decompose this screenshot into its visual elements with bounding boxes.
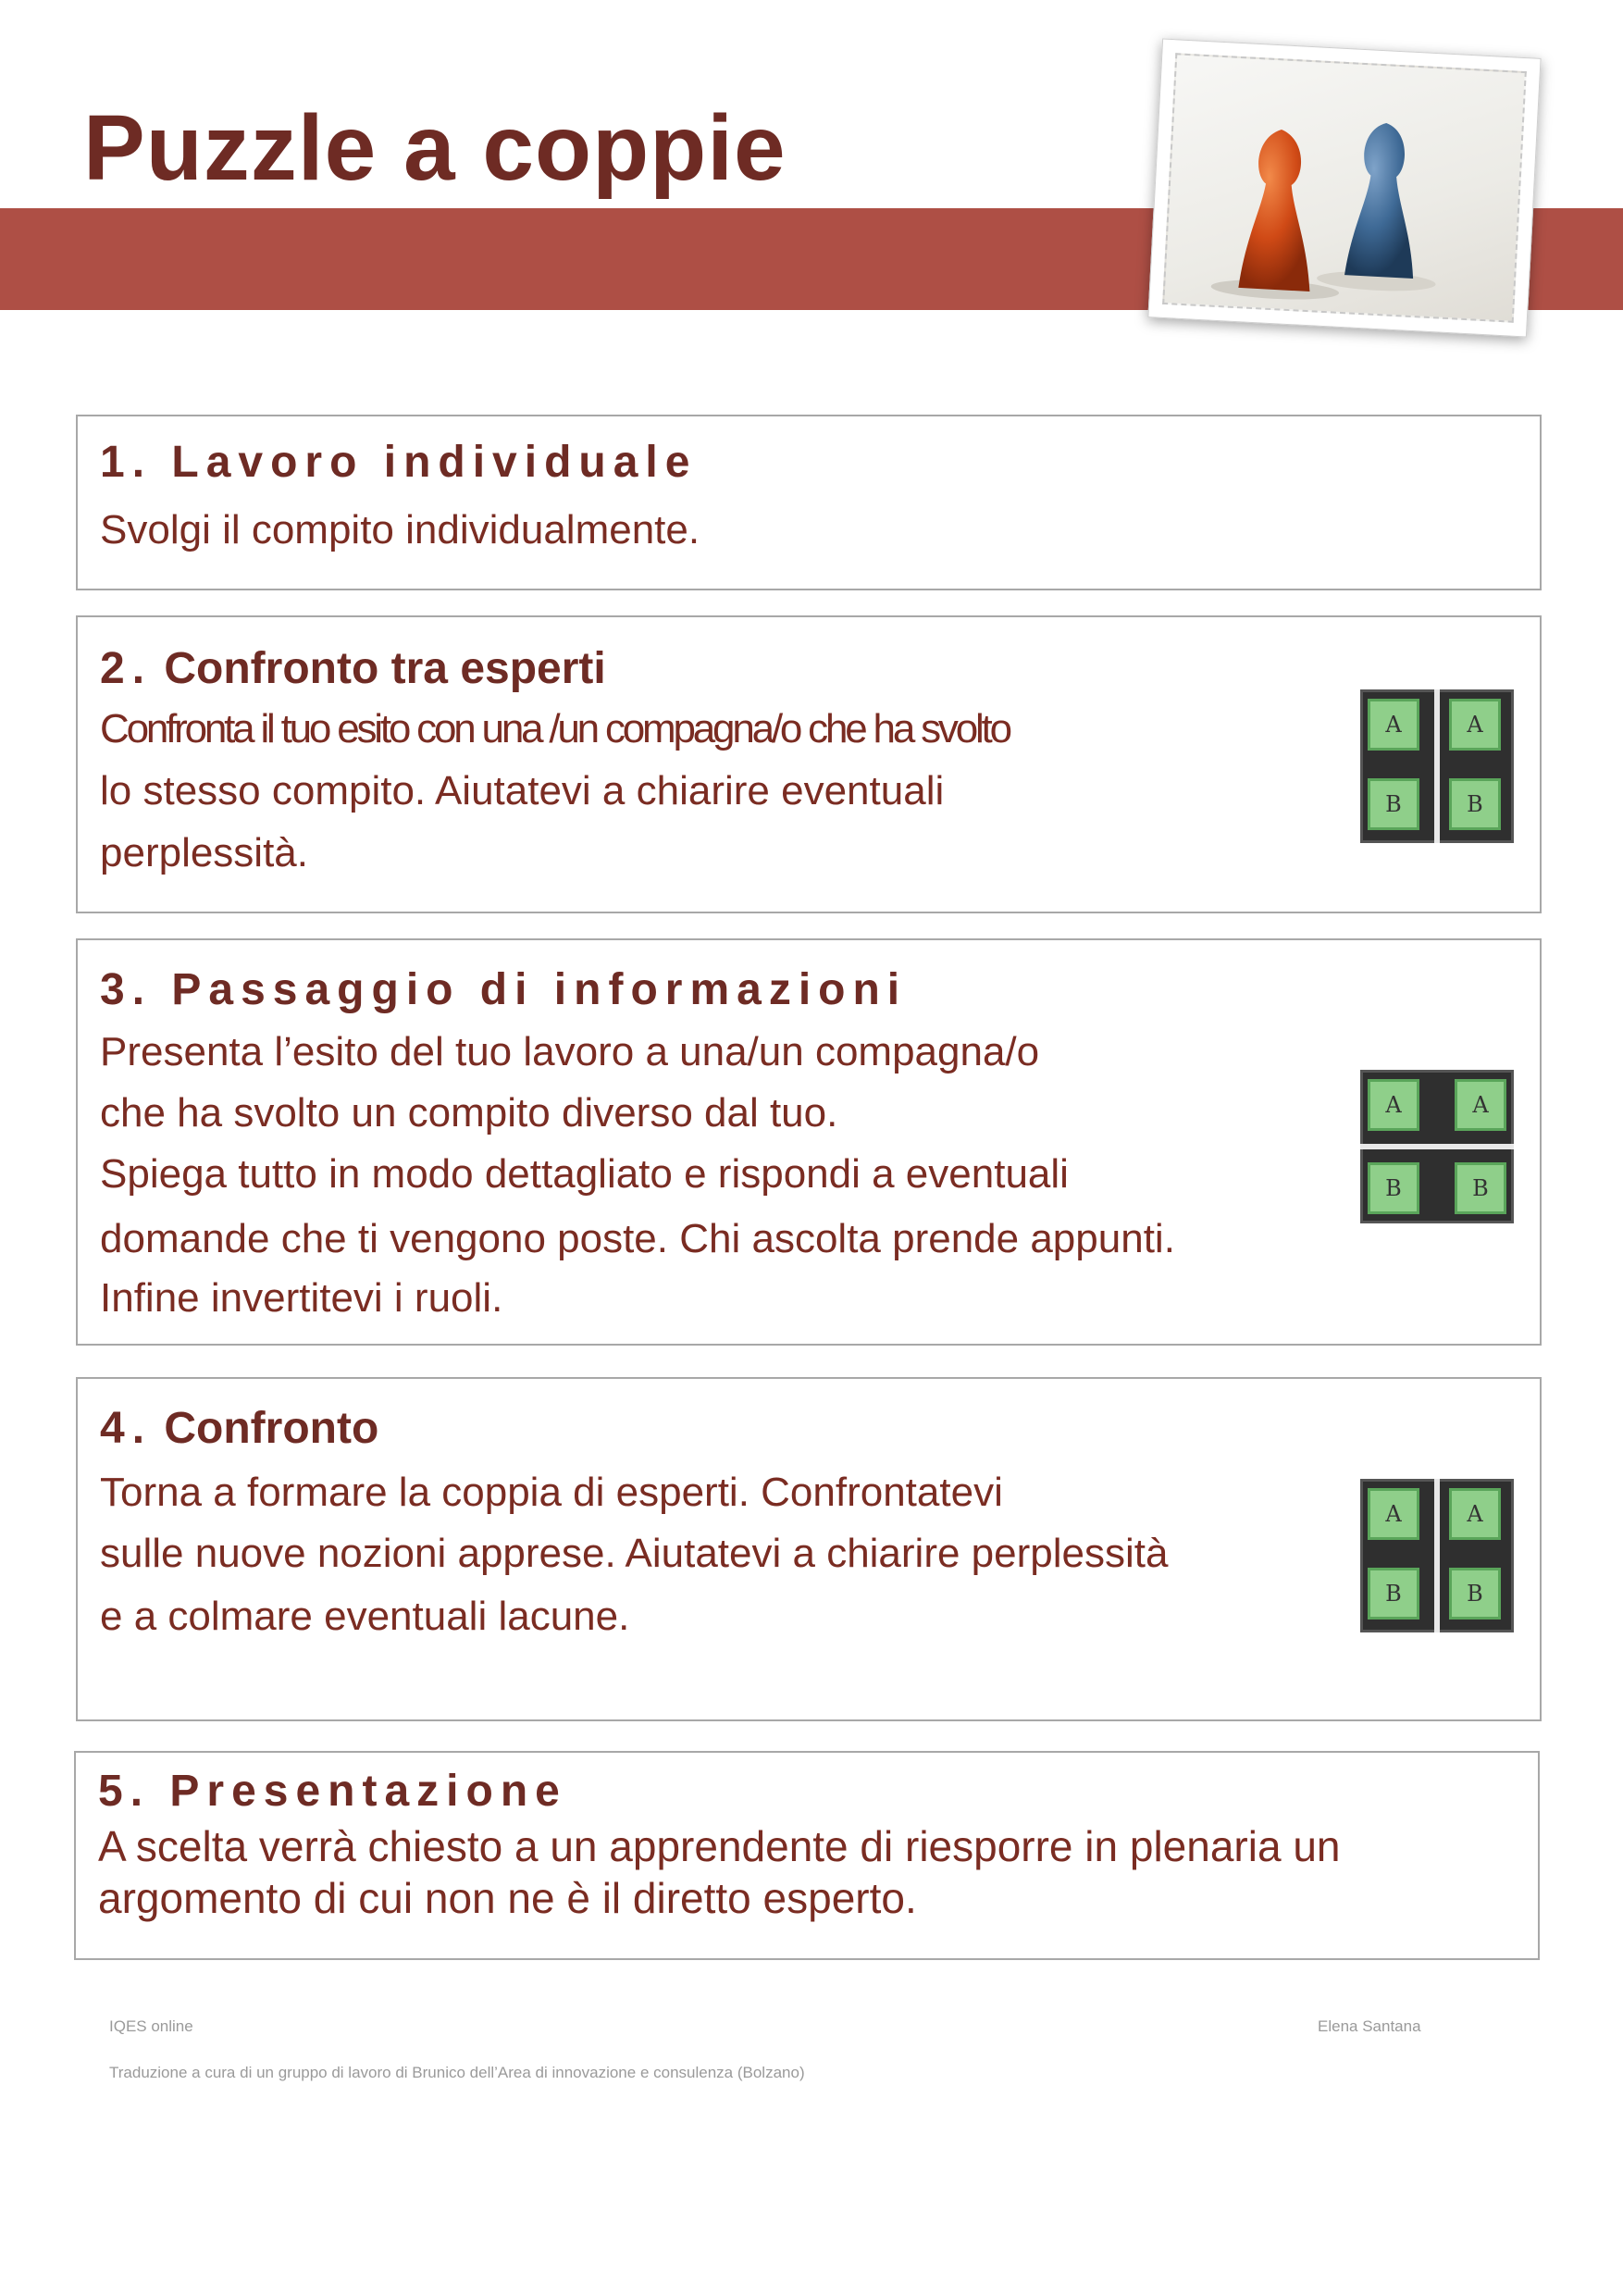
step-2-line: perplessità. — [100, 830, 309, 875]
pairs-grid-icon — [1360, 689, 1514, 843]
cell-b: B — [1449, 1568, 1501, 1620]
step-3-number: 3. — [100, 965, 153, 1014]
cell-a: A — [1455, 1079, 1506, 1131]
header-photo — [1147, 38, 1541, 337]
step-1-box — [76, 415, 1542, 590]
step-1-number: 1. — [100, 438, 153, 487]
step-3-line: domande che ti vengono poste. Chi ascolta prende appunti. — [100, 1216, 1175, 1261]
cell-a: A — [1368, 699, 1419, 751]
step-2-title-text: Confronto tra esperti — [164, 644, 606, 693]
step-4-title-text: Confronto — [164, 1404, 379, 1453]
page-title: Puzzle a coppie — [83, 96, 787, 200]
step-3-box — [76, 938, 1542, 1346]
step-4-line: e a colmare eventuali lacune. — [100, 1594, 630, 1639]
mixed-pairs-grid-icon — [1360, 1070, 1514, 1223]
cell-b: B — [1449, 778, 1501, 830]
step-1-title-text: Lavoro individuale — [171, 438, 698, 487]
cell-a: A — [1449, 1488, 1501, 1540]
step-3-title — [100, 964, 907, 1015]
step-5-line: argomento di cui non ne è il diretto esperto. — [98, 1874, 917, 1922]
step-4-number: 4. — [100, 1404, 153, 1453]
step-2-line: lo stesso compito. Aiutatevi a chiarire eventuali — [100, 768, 945, 813]
step-2-box — [76, 615, 1542, 913]
footer-source: IQES online — [109, 2017, 193, 2035]
step-3-line: Infine invertitevi i ruoli. — [100, 1275, 503, 1321]
cell-b: B — [1368, 778, 1419, 830]
step-2-line: Confronta il tuo esito con una /un compagna/o che ha svolto — [100, 706, 1010, 751]
cell-a: A — [1368, 1079, 1419, 1131]
footer-translation: Traduzione a cura di un gruppo di lavoro di Brunico dell’Area di innovazione e consulenza (Bolzano) — [109, 2064, 805, 2081]
step-3-line: che ha svolto un compito diverso dal tuo. — [100, 1090, 838, 1136]
step-5-number: 5. — [98, 1767, 151, 1816]
step-4-title — [100, 1403, 378, 1454]
step-5-title-text: Presentazione — [169, 1767, 567, 1816]
step-2-number: 2. — [100, 644, 153, 693]
cell-b: B — [1368, 1162, 1419, 1214]
step-4-line: Torna a formare la coppia di esperti. Confrontatevi — [100, 1470, 1003, 1515]
step-4-line: sulle nuove nozioni apprese. Aiutatevi a chiarire perplessità — [100, 1531, 1169, 1576]
cell-b: B — [1455, 1162, 1506, 1214]
pairs-grid-icon — [1360, 1479, 1514, 1632]
step-5-box — [74, 1751, 1540, 1960]
step-1-line: Svolgi il compito individualmente. — [100, 507, 700, 552]
game-pieces-image — [1164, 55, 1525, 320]
step-3-line: Presenta l’esito del tuo lavoro a una/un compagna/o — [100, 1029, 1040, 1074]
step-5-line: A scelta verrà chiesto a un apprendente di riesporre in plenaria un — [98, 1822, 1341, 1870]
step-3-title-text: Passaggio di informazioni — [171, 965, 908, 1014]
step-3-line: Spiega tutto in modo dettagliato e rispondi a eventuali — [100, 1151, 1069, 1197]
step-1-title — [100, 437, 697, 488]
cell-a: A — [1449, 699, 1501, 751]
step-2-title — [100, 643, 606, 694]
step-4-box — [76, 1377, 1542, 1721]
footer-author: Elena Santana — [1318, 2017, 1421, 2035]
cell-b: B — [1368, 1568, 1419, 1620]
cell-a: A — [1368, 1488, 1419, 1540]
step-5-title — [98, 1766, 567, 1817]
